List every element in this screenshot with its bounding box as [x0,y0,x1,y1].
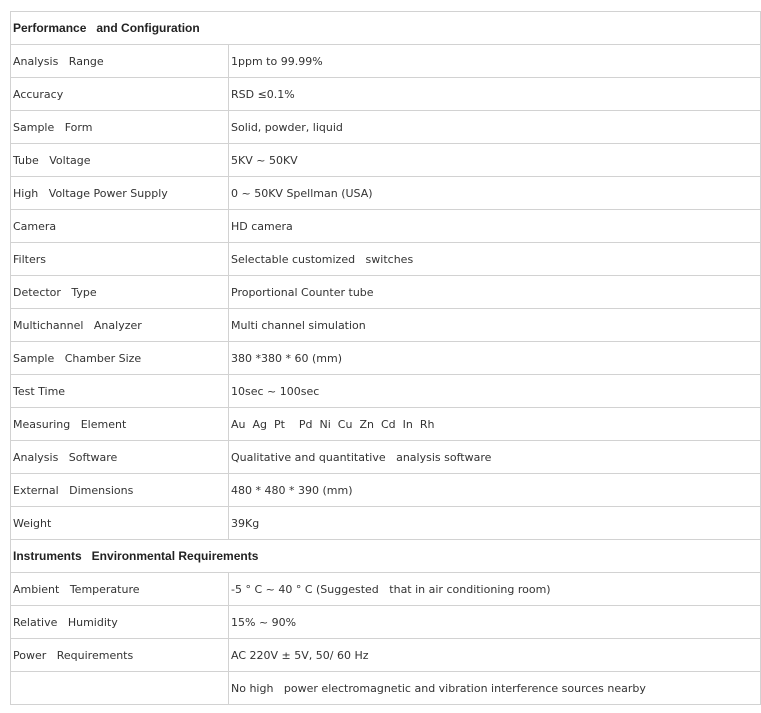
spec-value: 480 * 480 * 390 (mm) [229,474,761,507]
table-row [11,45,761,78]
spec-value: Au Ag Pt Pd Ni Cu Zn Cd In Rh [229,408,761,441]
table-row [11,342,761,375]
table-row [11,144,761,177]
spec-table-body [11,12,761,705]
section-header-row [11,540,761,573]
spec-label: Relative Humidity [11,606,229,639]
table-row [11,309,761,342]
spec-value: No high power electromagnetic and vibration interference sources nearby [229,672,761,705]
spec-value: 10sec ~ 100sec [229,375,761,408]
spec-value: 15% ~ 90% [229,606,761,639]
table-row [11,573,761,606]
section-title: Instruments Environmental Requirements [11,540,229,573]
spec-value: AC 220V ± 5V, 50/ 60 Hz [229,639,761,672]
spec-label: Filters [11,243,229,276]
spec-label: Sample Form [11,111,229,144]
spec-value: 1ppm to 99.99% [229,45,761,78]
table-row [11,375,761,408]
spec-label: Measuring Element [11,408,229,441]
section-title-spacer [229,540,761,573]
spec-label: Multichannel Analyzer [11,309,229,342]
table-row [11,276,761,309]
spec-label: Test Time [11,375,229,408]
spec-value: HD camera [229,210,761,243]
spec-value: Qualitative and quantitative analysis software [229,441,761,474]
spec-value: 5KV ~ 50KV [229,144,761,177]
spec-label: Analysis Range [11,45,229,78]
section-title-spacer [229,12,761,45]
spec-label: Accuracy [11,78,229,111]
spec-label: Ambient Temperature [11,573,229,606]
spec-label: High Voltage Power Supply [11,177,229,210]
spec-label: Detector Type [11,276,229,309]
table-row [11,507,761,540]
table-row [11,111,761,144]
spec-label [11,672,229,705]
section-header-row [11,12,761,45]
table-row [11,606,761,639]
spec-label: Power Requirements [11,639,229,672]
spec-value: 0 ~ 50KV Spellman (USA) [229,177,761,210]
spec-table [10,11,761,705]
table-row [11,474,761,507]
spec-label: Sample Chamber Size [11,342,229,375]
table-row [11,177,761,210]
table-row [11,408,761,441]
table-row [11,78,761,111]
table-row [11,243,761,276]
spec-value: 380 *380 * 60 (mm) [229,342,761,375]
spec-value: Selectable customized switches [229,243,761,276]
spec-label: Weight [11,507,229,540]
spec-value: Multi channel simulation [229,309,761,342]
spec-value: 39Kg [229,507,761,540]
table-row [11,639,761,672]
spec-value: -5 ° C ~ 40 ° C (Suggested that in air conditioning room) [229,573,761,606]
table-row [11,210,761,243]
table-row [11,441,761,474]
spec-label: External Dimensions [11,474,229,507]
spec-value: Proportional Counter tube [229,276,761,309]
spec-label: Analysis Software [11,441,229,474]
table-row [11,672,761,705]
spec-value: RSD ≤0.1% [229,78,761,111]
section-title: Performance and Configuration [11,12,229,45]
spec-label: Camera [11,210,229,243]
spec-label: Tube Voltage [11,144,229,177]
spec-value: Solid, powder, liquid [229,111,761,144]
